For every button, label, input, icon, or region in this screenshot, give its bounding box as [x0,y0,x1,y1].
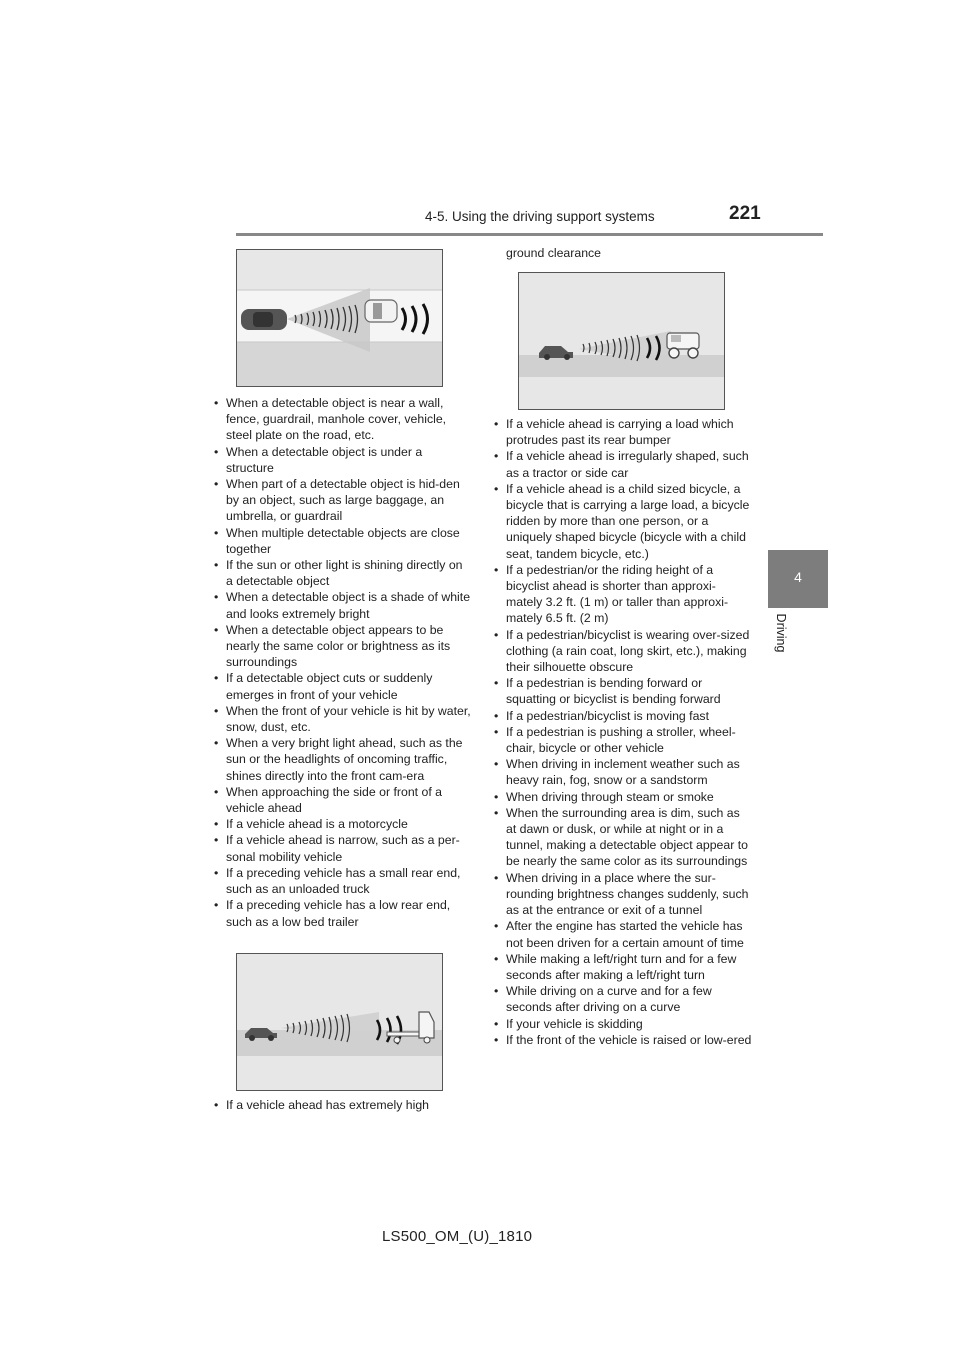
list-item: • If a vehicle ahead is a child sized bicycle, a bicycle that is carrying a large load, a bicycle ridden by more than one person, or a uniquely shaped bicycle (bicycle with a child seat, tandem bicycle, etc.) [494,481,752,562]
left-condition-list [214,395,472,930]
list-item: • If a preceding vehicle has a small rear end, such as an unloaded truck [214,865,472,897]
list-item: • If a pedestrian is pushing a stroller, wheel-chair, bicycle or other vehicle [494,724,752,756]
page-number: 221 [729,203,761,224]
right-condition-list [494,416,752,1048]
figure-low-bed-trailer-drawing [237,954,442,1090]
list-item: • When a very bright light ahead, such as the sun or the headlights of oncoming traffic, shines directly into the front cam-era [214,735,472,784]
list-item: • If the front of the vehicle is raised or low-ered [494,1032,752,1048]
section-title: 4-5. Using the driving support systems [425,209,655,224]
list-item: • If a vehicle ahead is irregularly shaped, such as a tractor or side car [494,448,752,480]
figure-high-ground-clearance [518,272,725,410]
list-item: • When approaching the side or front of a vehicle ahead [214,784,472,816]
figure-high-ground-clearance-drawing [519,273,724,409]
list-item: • If a pedestrian is bending forward or squatting or bicyclist is bending forward [494,675,752,707]
list-item: • If a pedestrian/or the riding height of a bicyclist ahead is shorter than approxi-mately 3.2 ft. (1 m) or taller than approxi-mately 6.5 ft. (2 m) [494,562,752,627]
list-item: • When the front of your vehicle is hit by water, snow, dust, etc. [214,703,472,735]
list-item: • When multiple detectable objects are close together [214,525,472,557]
figure-object-near-wall-drawing [237,250,442,386]
list-item: • If a vehicle ahead is a motorcycle [214,816,472,832]
list-item: • If a vehicle ahead is carrying a load which protrudes past its rear bumper [494,416,752,448]
list-item: • When the surrounding area is dim, such as at dawn or dusk, or while at night or in a tunnel, making a detectable object appear to be nearly the same color as its surroundings [494,805,752,870]
list-continuation: ground clearance [506,246,602,260]
chapter-tab [768,550,828,608]
list-item: • When a detectable object is under a structure [214,444,472,476]
list-item: • When a detectable object is a shade of white and looks extremely bright [214,589,472,621]
chapter-number: 4 [794,569,802,585]
header-rule [236,233,823,236]
figure-low-bed-trailer [236,953,443,1091]
list-item: • If a vehicle ahead is narrow, such as a per-sonal mobility vehicle [214,832,472,864]
list-item: • If a vehicle ahead has extremely high [214,1097,472,1113]
list-item: • While making a left/right turn and for a few seconds after making a left/right turn [494,951,752,983]
chapter-label: Driving [774,613,788,653]
list-item: • If a detectable object cuts or suddenly emerges in front of your vehicle [214,670,472,702]
list-item: • When a detectable object appears to be nearly the same color or brightness as its surroundings [214,622,472,671]
list-item: • If a pedestrian/bicyclist is wearing over-sized clothing (a rain coat, long skirt, etc.), making their silhouette obscure [494,627,752,676]
list-item: • When driving in a place where the sur-rounding brightness changes suddenly, such as at the entrance or exit of a tunnel [494,870,752,919]
list-item: • When a detectable object is near a wall, fence, guardrail, manhole cover, vehicle, steel plate on the road, etc. [214,395,472,444]
list-item: • If the sun or other light is shining directly on a detectable object [214,557,472,589]
figure-object-near-wall [236,249,443,387]
list-item: • If a pedestrian/bicyclist is moving fast [494,708,752,724]
list-item: • When driving in inclement weather such as heavy rain, fog, snow or a sandstorm [494,756,752,788]
list-item: • When part of a detectable object is hid-den by an object, such as large baggage, an umbrella, or guardrail [214,476,472,525]
list-item: • After the engine has started the vehicle has not been driven for a certain amount of time [494,918,752,950]
left-condition-list-end [214,1097,472,1113]
list-item: • If a preceding vehicle has a low rear end, such as a low bed trailer [214,897,472,929]
document-code: LS500_OM_(U)_1810 [382,1228,533,1245]
list-item: • When driving through steam or smoke [494,789,752,805]
list-item: • If your vehicle is skidding [494,1016,752,1032]
list-item: • While driving on a curve and for a few seconds after driving on a curve [494,983,752,1015]
